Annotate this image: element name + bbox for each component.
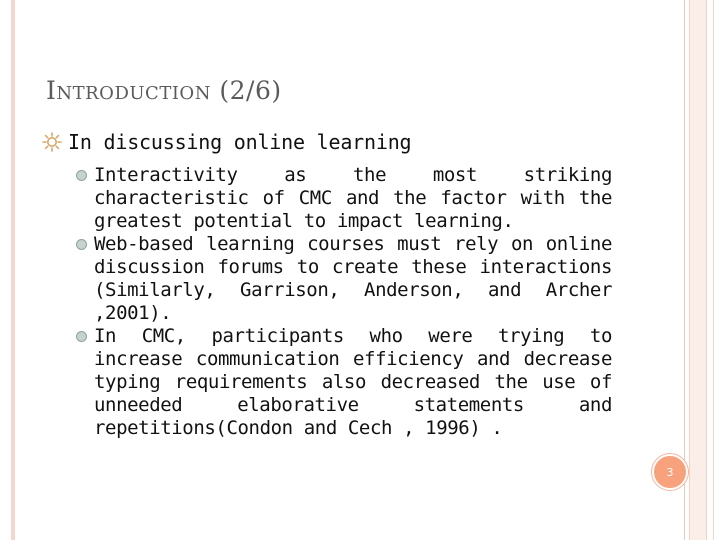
sub-bullet-text: In CMC, participants who were trying to increase communication efficiency and decrease typing requirements also decreased the use of unneeded elaborative statements and repetitions(Condon and Cech , 1996) . — [94, 325, 612, 439]
sun-bullet-icon — [42, 132, 62, 152]
page-number-badge — [652, 454, 688, 490]
right-decor-line-outer — [684, 0, 685, 540]
level1-bullet-text: In discussing online learning — [68, 130, 412, 154]
bullet-dot-icon — [76, 239, 87, 250]
page-number: 3 — [666, 465, 674, 479]
slide-title: Introduction (2/6) — [46, 76, 282, 105]
right-decor-band — [690, 0, 706, 540]
left-decor-bar — [11, 0, 15, 540]
right-decor-line-inner — [713, 0, 714, 540]
bullet-dot-icon — [76, 331, 87, 342]
sub-bullet-item — [72, 325, 612, 440]
sub-bullet-list — [72, 164, 612, 440]
sub-bullet-item — [72, 164, 612, 233]
sub-bullet-text: Interactivity as the most striking characteristic of CMC and the factor with the greatest potential to impact learning. — [94, 164, 612, 232]
sub-bullet-item — [72, 233, 612, 325]
bullet-dot-icon — [76, 170, 87, 181]
right-decor-line-2 — [706, 0, 707, 540]
sub-bullet-text: Web-based learning courses must rely on online discussion forums to create these interactions (Similarly, Garrison, Anderson, and Archer ,2001). — [94, 233, 612, 324]
